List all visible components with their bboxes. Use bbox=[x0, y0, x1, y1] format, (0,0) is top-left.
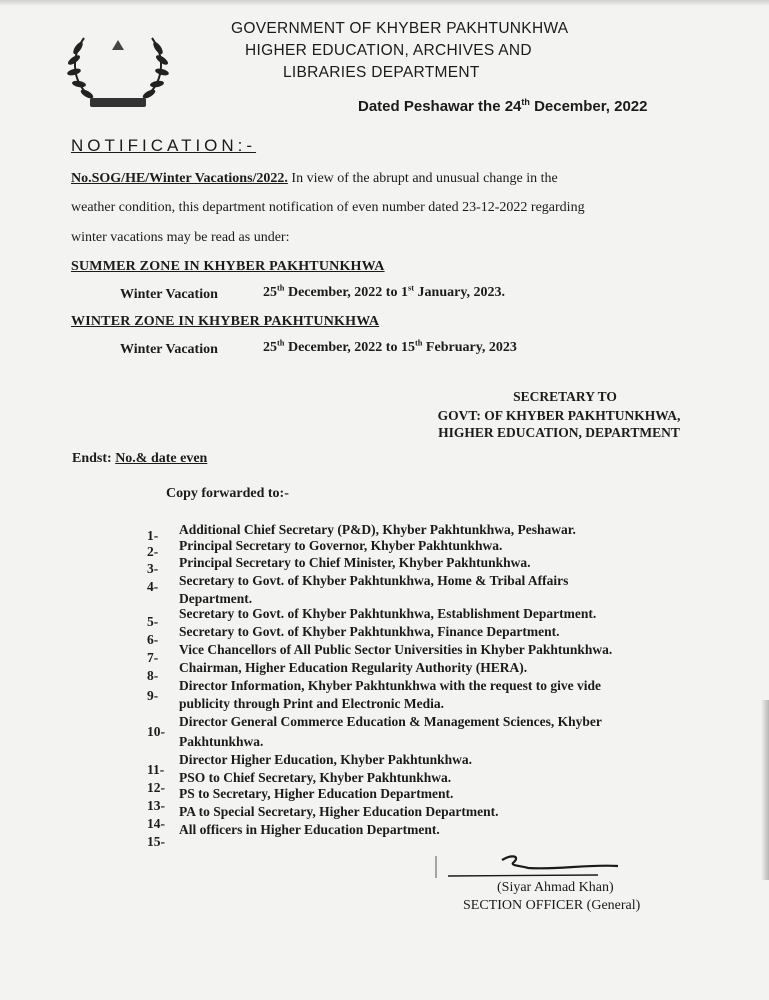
summer-zone-heading: SUMMER ZONE IN KHYBER PAKHTUNKHWA bbox=[71, 259, 385, 274]
signatory-line-3: HIGHER EDUCATION, DEPARTMENT bbox=[438, 425, 680, 440]
signatory-line-2: GOVT: OF KHYBER PAKHTUNKHWA, bbox=[437, 408, 681, 423]
winter-dates bbox=[263, 340, 517, 356]
list-item-text: PA to Special Secretary, Higher Education Department. bbox=[179, 804, 499, 819]
header-line-1: GOVERNMENT OF KHYBER PAKHTUNKHWA bbox=[231, 20, 569, 37]
winter-from-sup: th bbox=[277, 338, 285, 348]
endorsement-value: No.& date even bbox=[115, 451, 208, 466]
notification-line-1 bbox=[71, 171, 558, 187]
list-item-number: 14- bbox=[147, 816, 165, 831]
notification-text-1: In view of the abrupt and unusual change in the bbox=[287, 171, 558, 186]
section-officer-name: (Siyar Ahmad Khan) bbox=[497, 880, 614, 895]
winter-mid: December, 2022 to 15 bbox=[284, 340, 415, 355]
dated-sup: th bbox=[521, 97, 530, 107]
notification-line-3: winter vacations may be read as under: bbox=[71, 230, 290, 245]
list-item-text: All officers in Higher Education Department. bbox=[179, 822, 440, 837]
list-item-text: Principal Secretary to Governor, Khyber Pakhtunkhwa. bbox=[179, 538, 503, 553]
header-line-3: LIBRARIES DEPARTMENT bbox=[283, 64, 480, 81]
list-item-text-continued: Pakhtunkhwa. bbox=[179, 734, 264, 749]
list-item-number: 15- bbox=[147, 834, 165, 849]
list-item-text: Chairman, Higher Education Regularity Authority (HERA). bbox=[179, 660, 528, 675]
summer-label: Winter Vacation bbox=[120, 287, 218, 302]
header-line-2: HIGHER EDUCATION, ARCHIVES AND bbox=[245, 42, 532, 59]
list-item-text: PS to Secretary, Higher Education Department. bbox=[179, 786, 454, 801]
winter-from: 25 bbox=[263, 340, 277, 355]
list-item-text: Secretary to Govt. of Khyber Pakhtunkhwa, Home & Tribal Affairs bbox=[179, 573, 569, 588]
list-item-text: Director Higher Education, Khyber Pakhtunkhwa. bbox=[179, 752, 473, 767]
list-item-number: 6- bbox=[147, 632, 159, 647]
list-item-text: Secretary to Govt. of Khyber Pakhtunkhwa, Establishment Department. bbox=[179, 606, 597, 621]
list-item-number: 8- bbox=[147, 668, 159, 683]
list-item-number: 2- bbox=[147, 544, 159, 559]
scan-top-edge bbox=[0, 0, 769, 6]
winter-label: Winter Vacation bbox=[120, 342, 218, 357]
summer-mid: December, 2022 to 1 bbox=[284, 285, 408, 300]
summer-end: January, 2023. bbox=[414, 285, 506, 300]
winter-end: February, 2023 bbox=[422, 340, 517, 355]
dated-prefix: Dated Peshawar the 24 bbox=[358, 98, 522, 115]
list-item-text-continued: publicity through Print and Electronic Media. bbox=[179, 696, 445, 711]
list-item-number: 12- bbox=[147, 780, 165, 795]
list-item-text: Principal Secretary to Chief Minister, Khyber Pakhtunkhwa. bbox=[179, 555, 531, 570]
list-item-number: 9- bbox=[147, 688, 159, 703]
section-officer-title: SECTION OFFICER (General) bbox=[463, 898, 641, 913]
scan-edge-shadow bbox=[761, 700, 769, 880]
list-item-number: 7- bbox=[147, 650, 159, 665]
list-item-number: 10- bbox=[147, 724, 165, 739]
summer-dates bbox=[263, 285, 505, 301]
winter-to-sup: th bbox=[414, 338, 423, 348]
list-item-text: Secretary to Govt. of Khyber Pakhtunkhwa, Finance Department. bbox=[179, 624, 560, 639]
list-item-text: Director Information, Khyber Pakhtunkhwa with the request to give vide bbox=[179, 678, 602, 693]
dated-line bbox=[358, 98, 648, 115]
summer-from: 25 bbox=[263, 285, 277, 300]
list-item-number: 4- bbox=[147, 579, 159, 594]
list-item-number: 13- bbox=[147, 798, 165, 813]
government-emblem-icon bbox=[62, 28, 174, 110]
list-item-text-continued: Department. bbox=[179, 591, 253, 606]
list-item-number: 3- bbox=[147, 561, 159, 576]
signature-icon bbox=[428, 848, 628, 882]
notification-line-2: weather condition, this department notification of even number dated 23-12-2022 regarding bbox=[71, 200, 585, 215]
winter-zone-heading: WINTER ZONE IN KHYBER PAKHTUNKHWA bbox=[71, 314, 380, 329]
summer-to-sup: st bbox=[407, 283, 415, 293]
summer-from-sup: th bbox=[277, 283, 285, 293]
notification-ref: No.SOG/HE/Winter Vacations/2022. bbox=[71, 171, 288, 186]
list-item-number: 5- bbox=[147, 614, 159, 629]
list-item-text: Director General Commerce Education & Management Sciences, Khyber bbox=[179, 714, 602, 729]
list-item-text: Additional Chief Secretary (P&D), Khyber Pakhtunkhwa, Peshawar. bbox=[179, 522, 576, 537]
signatory-line-1: SECRETARY TO bbox=[513, 389, 617, 404]
list-item-number: 11- bbox=[147, 762, 165, 777]
copy-forwarded-heading: Copy forwarded to:- bbox=[166, 486, 289, 501]
endorsement-line bbox=[72, 451, 207, 467]
endorsement-label: Endst: bbox=[72, 451, 116, 466]
list-item-text: PSO to Chief Secretary, Khyber Pakhtunkhwa. bbox=[179, 770, 452, 785]
list-item-text: Vice Chancellors of All Public Sector Universities in Khyber Pakhtunkhwa. bbox=[179, 642, 613, 657]
notification-title: NOTIFICATION:- bbox=[71, 136, 257, 155]
list-item-number: 1- bbox=[147, 528, 159, 543]
dated-suffix: December, 2022 bbox=[529, 98, 648, 115]
